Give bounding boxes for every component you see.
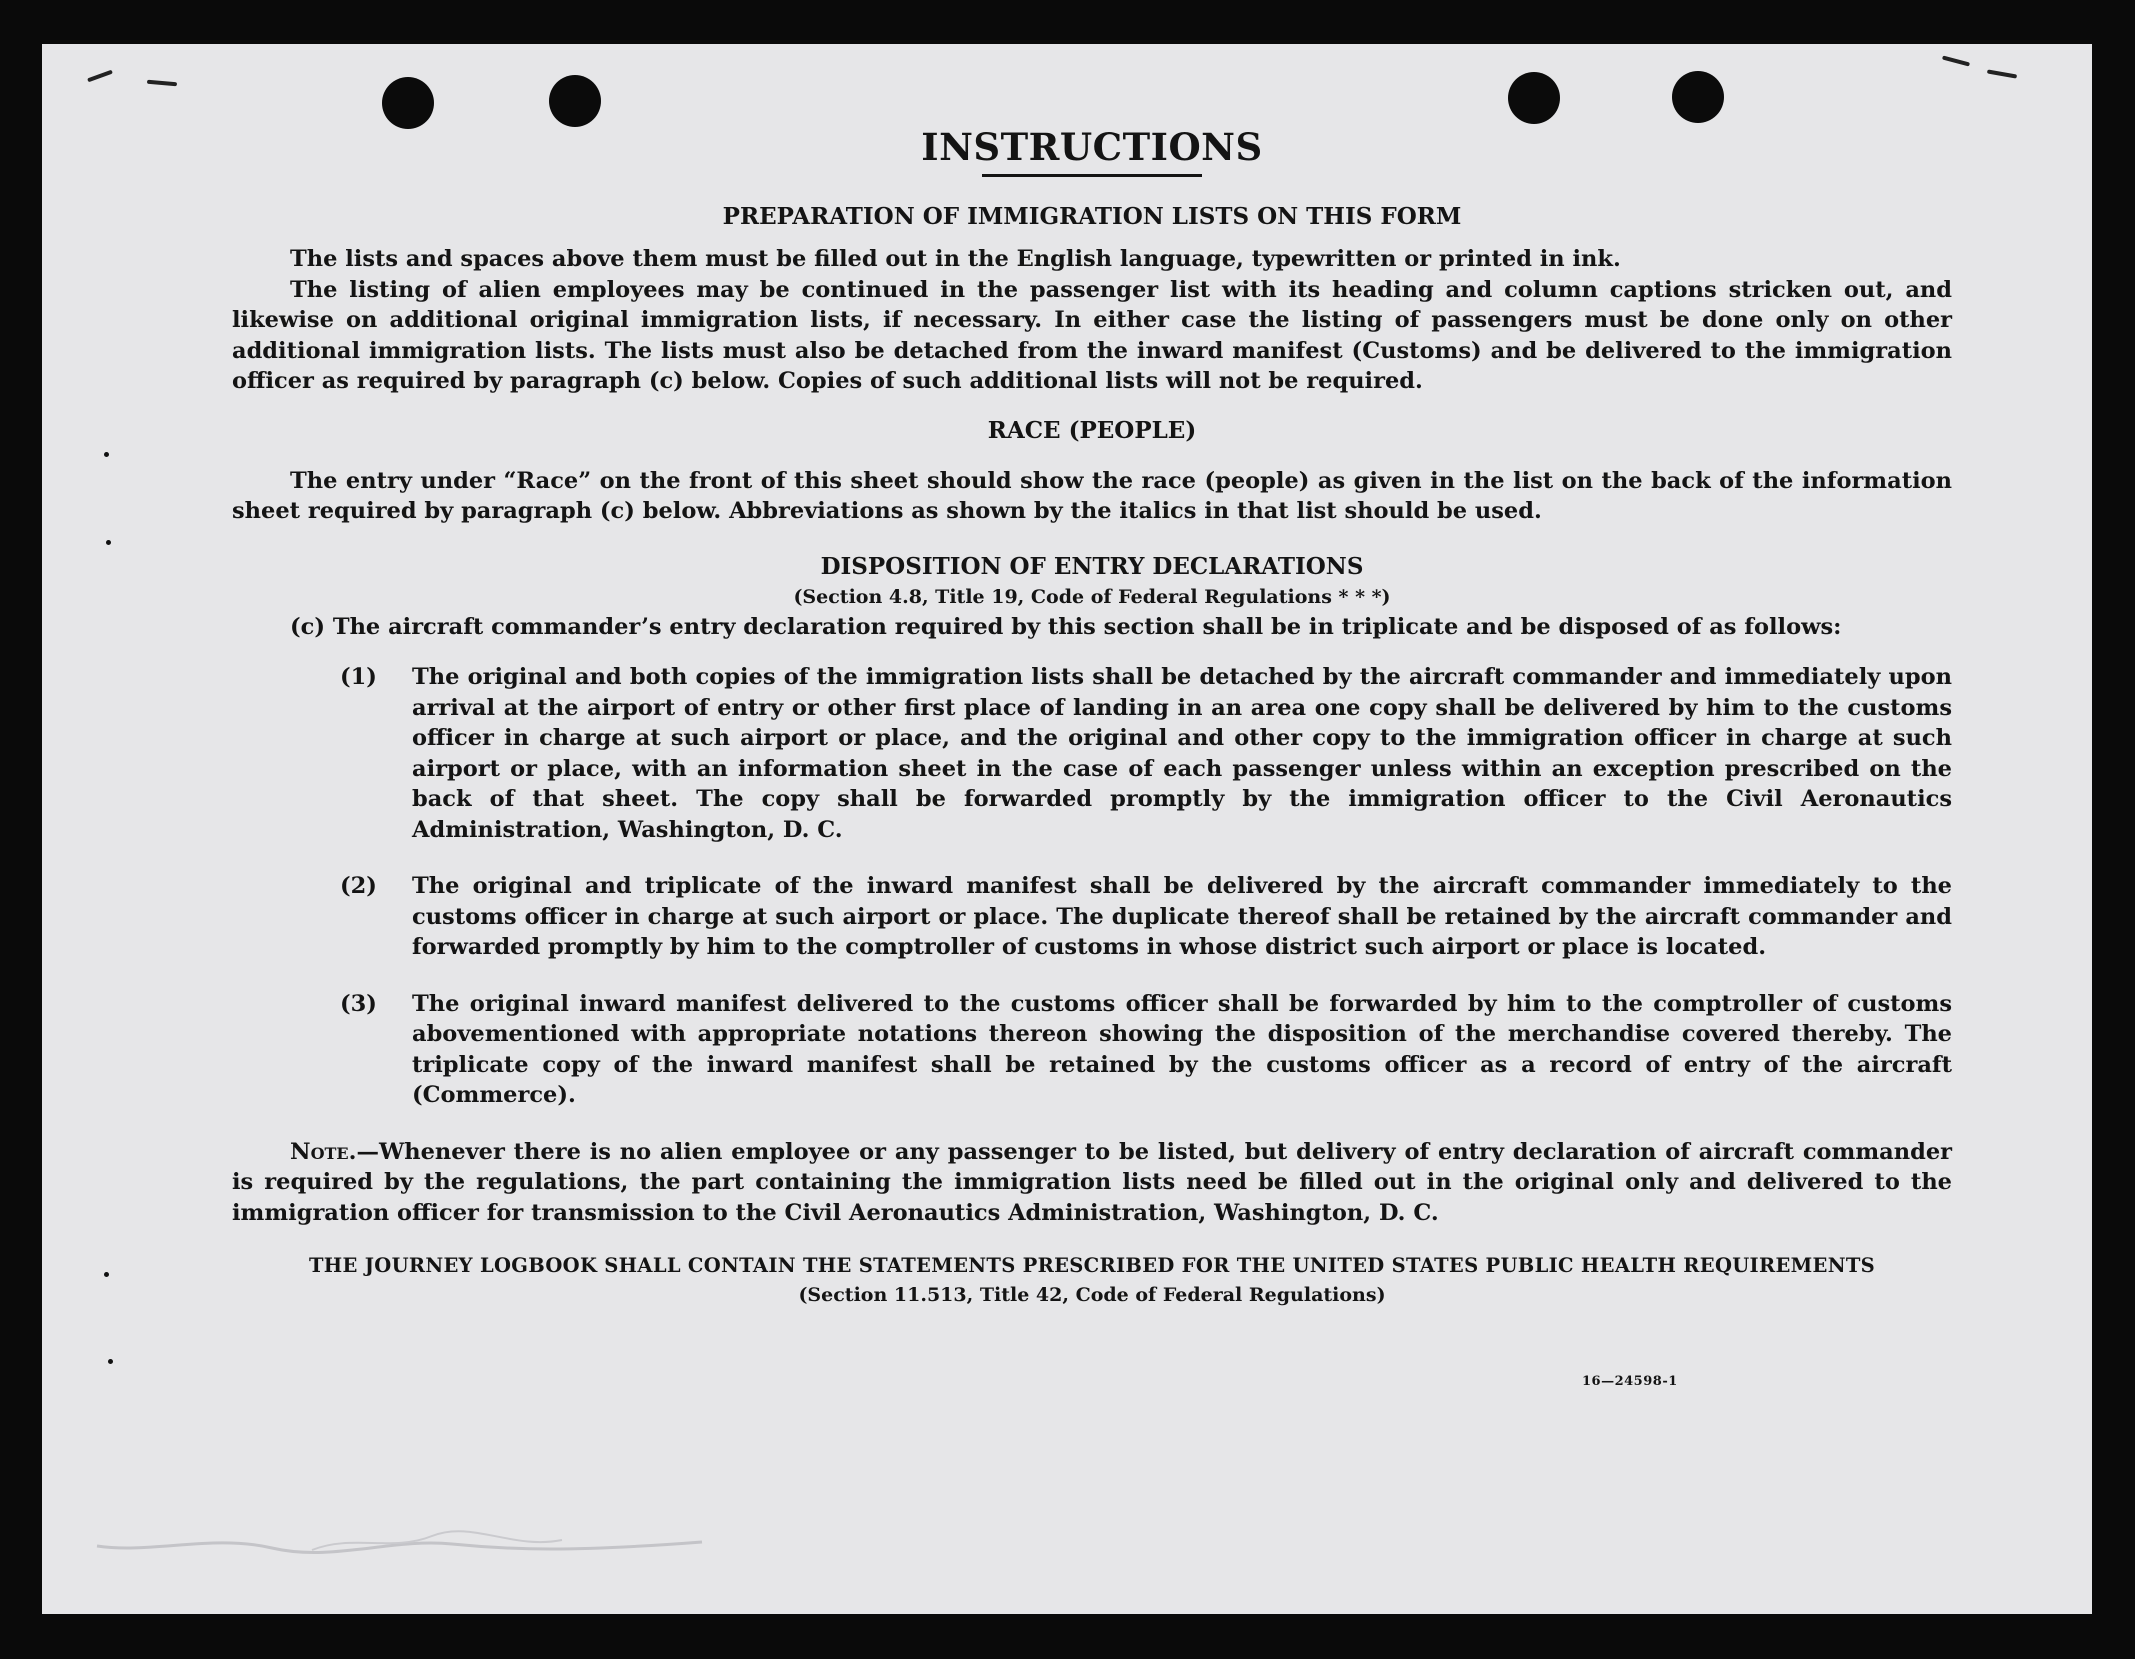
stray-dot xyxy=(106,540,111,545)
punch-hole-4 xyxy=(1672,71,1724,123)
item-number: (1) xyxy=(340,664,377,690)
item-number: (2) xyxy=(340,873,377,899)
item-text: The original and triplicate of the inward manifest shall be delivered by the aircraft commander immediately to the customs officer in charge at such airport or place. The duplicate thereof shall be retained by the aircraft commander and forwarded promptly by him to the comptroller of customs in whose district such airport or place is located. xyxy=(412,873,1952,960)
document-page xyxy=(42,44,2092,1614)
form-code: 16—24598-1 xyxy=(1582,1374,1678,1389)
disposition-item-3 xyxy=(232,989,1952,1111)
section-heading-preparation: PREPARATION OF IMMIGRATION LISTS ON THIS FORM xyxy=(722,203,1462,230)
item-text: The original and both copies of the immigration lists shall be detached by the aircraft commander and immediately upon arrival at the airport of entry or other first place of landing in an area one copy shall be delivered by him to the customs officer in charge at such airport or place, and the original and other copy to the immigration officer in charge at such airport or place, with an information sheet in the case of each passenger unless within an exception prescribed on the back of that sheet. The copy shall be forwarded promptly by the immigration officer to the Civil Aeronautics Administration, Washington, D. C. xyxy=(412,664,1952,843)
punch-hole-3 xyxy=(1508,72,1560,124)
disposition-item-2 xyxy=(232,871,1952,963)
stray-dot xyxy=(104,1272,109,1277)
health-citation: (Section 11.513, Title 42, Code of Federal Regulations) xyxy=(798,1284,1386,1306)
paragraph-english-language: The lists and spaces above them must be filled out in the English language, typewritten or printed in ink. xyxy=(290,246,1621,272)
pencil-smudge xyxy=(92,1524,712,1564)
note-paragraph xyxy=(232,1137,1952,1229)
corner-mark xyxy=(87,70,113,83)
note-label: Note. xyxy=(290,1138,357,1165)
page-title: INSTRUCTIONS xyxy=(921,125,1263,169)
paragraph-race: The entry under “Race” on the front of this sheet should show the race (people) as given in the list on the back of the information sheet required by paragraph (c) below. Abbreviations as shown by the italics in that list should be used. xyxy=(232,467,1952,524)
instructions-content xyxy=(232,124,1952,1306)
note-text: —Whenever there is no alien employee or any passenger to be listed, but delivery of entry declaration of aircraft commander is required by the regulations, the part containing the immigration lists need be filled out in the original only and delivered to the immigration officer for transmission to the Civil Aeronautics Administration, Washington, D. C. xyxy=(232,1138,1952,1226)
corner-mark xyxy=(1942,55,1970,66)
stray-dot xyxy=(108,1359,113,1364)
item-text: The original inward manifest delivered to the customs officer shall be forwarded by him to the comptroller of customs abovementioned with appropriate notations thereon showing the disposition of the merchandise covered thereby. The triplicate copy of the inward manifest shall be retained by the customs officer as a record of entry of the aircraft (Commerce). xyxy=(412,990,1952,1108)
paragraph-alien-employees: The listing of alien employees may be continued in the passenger list with its heading and column captions stricken out, and likewise on additional original immigration lists, if necessary. In either case the listing of passengers must be done only on other additional immigration lists. The lists must also be detached from the inward manifest (Customs) and be delivered to the immigration officer as required by paragraph (c) below. Copies of such additional lists will not be required. xyxy=(232,276,1952,394)
section-heading-race: RACE (PEOPLE) xyxy=(987,416,1197,444)
corner-mark xyxy=(1987,69,2017,78)
section-heading-disposition: DISPOSITION OF ENTRY DECLARATIONS xyxy=(820,552,1364,580)
corner-mark xyxy=(147,80,177,87)
stray-dot xyxy=(104,452,109,457)
item-number: (3) xyxy=(340,990,377,1017)
disposition-item-1 xyxy=(232,662,1952,845)
punch-hole-2 xyxy=(549,75,601,127)
punch-hole-1 xyxy=(382,77,434,129)
health-requirements: THE JOURNEY LOGBOOK SHALL CONTAIN THE STATEMENTS PRESCRIBED FOR THE UNITED STATES PUBLIC HEALTH REQUIREMENTS xyxy=(308,1254,1876,1277)
disposition-intro: (c) The aircraft commander’s entry declaration required by this section shall be in triplicate and be disposed of as follows: xyxy=(290,613,1842,640)
disposition-citation: (Section 4.8, Title 19, Code of Federal Regulations * * *) xyxy=(793,585,1391,608)
title-underline xyxy=(982,174,1202,177)
